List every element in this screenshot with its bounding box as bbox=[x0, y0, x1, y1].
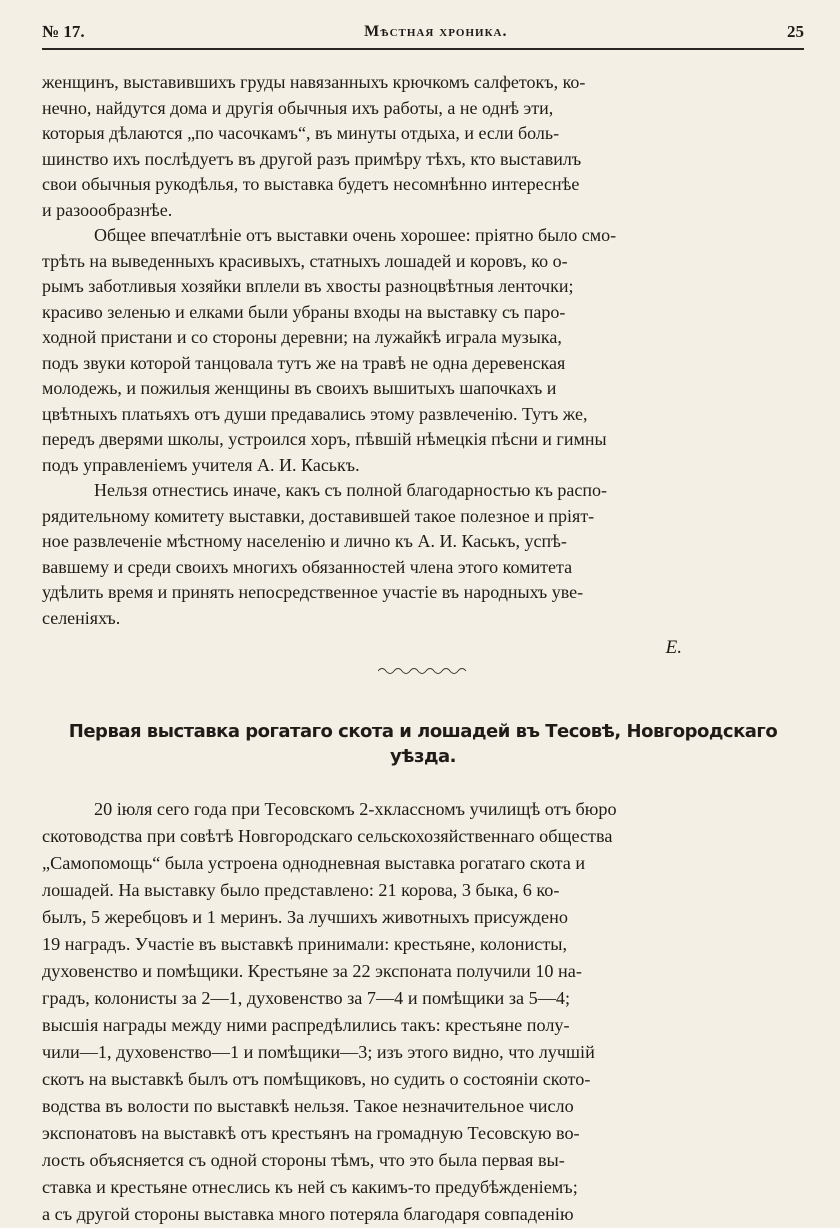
running-header bbox=[42, 18, 804, 46]
paragraph: Общее впечатлѣніе отъ выставки очень хорошее: пріятно было смо- трѣть на выведенныхъ красивыхъ, статныхъ лошадей и коровъ, ко о- рымъ заботливыя хозяйки вплели въ хвосты разноцвѣтныя ленточки; красиво зеленью и елками были убраны входы на выставку съ паро- ходной пристани и со стороны деревни; на лужайкѣ играла музыка, подъ звуки которой танцовала тутъ же на травѣ не одна деревенская молодежь, и пожилыя женщины въ своихъ вышитыхъ шапочкахъ и цвѣтныхъ платьяхъ отъ души предавались этому развлеченію. Тутъ же, передъ дверями школы, устроился хоръ, пѣвшій нѣмецкія пѣсни и гимны подъ управленіемъ учителя А. И. Каськъ. bbox=[42, 225, 617, 475]
paragraph: 20 іюля сего года при Тесовскомъ 2-хкласcномъ училищѣ отъ бюро скотоводства при совѣтѣ Новгородскаго сельскохозяйственнаго общества „Самопомощь“ была устроена однодневная выставка рогатаго скота и лошадей. На выставку было представлено: 21 корова, 3 быка, 6 ко- былъ, 5 жеребцовъ и 1 меринъ. За лучшихъ животныхъ присуждено 19 наградъ. Участіе въ выставкѣ принимали: крестьяне, колонисты, духовенство и помѣщики. Крестьяне за 22 экспоната получили 10 на- градъ, колонисты за 2—1, духовенство за 7—4 и помѣщики за 5—4; высшія награды между ними распредѣлились такъ: крестьяне полу- чили—1, духовенство—1 и помѣщики—3; изъ этого видно, что лучшій скотъ на выставкѣ былъ отъ помѣщиковъ, но судить о состояніи ското- водства въ волости по выставкѣ нельзя. Такое незначительное число экспонатовъ на выставкѣ отъ крестьянъ на громадную Тесовскую во- лость объясняется съ одной стороны тѣмъ, что это была первая вы- ставка и крестьяне отнеслись къ ней съ какимъ-то предубѣжденіемъ; а съ другой стороны выставка много потеряла благодаря совпаденію bbox=[42, 798, 617, 1224]
article-heading: Первая выставка рогатаго скота и лошадей въ Тесовѣ, Новгородскаго уѣзда. bbox=[68, 720, 778, 767]
section-title-header: Мѣстная хроника. bbox=[364, 23, 508, 40]
author-signature: Е. bbox=[665, 637, 682, 658]
page-number: 25 bbox=[786, 22, 804, 41]
wavy-divider-ornament bbox=[42, 665, 804, 679]
issue-number: № 17. bbox=[42, 22, 85, 41]
article-body bbox=[42, 796, 804, 1228]
wavy-line-icon bbox=[378, 666, 468, 676]
header-rule bbox=[42, 48, 804, 50]
page-body bbox=[42, 70, 804, 1228]
paragraph: женщинъ, выставившихъ груды навязанныхъ крючкомъ салфетокъ, ко- нечно, найдутся дома и другія обычныя ихъ работы, а не однѣ эти, которыя дѣлаются „по часочкамъ“, въ минуты отдыха, и если боль- шинство ихъ послѣдуетъ въ другой разъ примѣру тѣхъ, кто выставилъ свои обычныя рукодѣлья, то выставка будетъ несомнѣнно интереснѣе и разоообразнѣе. bbox=[42, 72, 586, 220]
paragraph: Нельзя отнестись иначе, какъ съ полной благодарностью къ распо- рядительному комитету выставки, доставившей такое полезное и пріят- ное развлеченіе мѣстному населенію и лично къ А. И. Каськъ, успѣ- вавшему и среди своихъ многихъ обязанностей члена этого комитета удѣлить время и принять непосредственное участіе въ народныхъ уве- селеніяхъ. bbox=[42, 480, 607, 628]
